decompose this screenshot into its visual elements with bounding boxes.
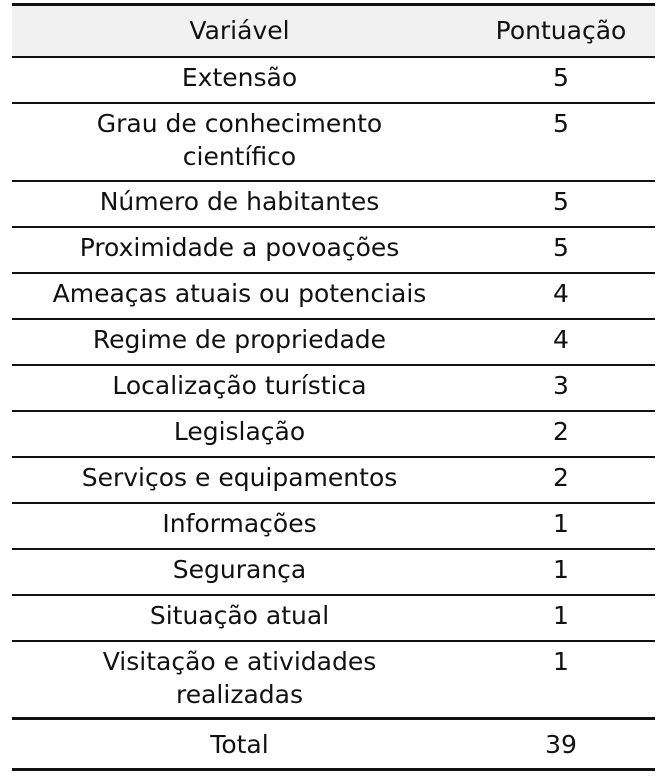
variable-text: Segurança (172, 554, 307, 584)
variable-text: Serviços e equipamentos (81, 462, 398, 492)
variable-text: Grau de conhecimento científico (96, 108, 383, 171)
table-row (12, 641, 655, 719)
cell-score: 5 (553, 108, 569, 138)
variable-text: Visitação e atividades realizadas (102, 646, 377, 709)
cell-score: 4 (553, 324, 569, 354)
cell-score: 1 (553, 646, 569, 676)
table-row (12, 181, 655, 227)
variable-text: Extensão (181, 62, 298, 92)
score-table-container (12, 3, 655, 771)
cell-score: 5 (553, 62, 569, 92)
total-score: 39 (545, 729, 577, 759)
cell-variable (12, 319, 467, 365)
variable-text: Regime de propriedade (92, 324, 387, 354)
table-row (12, 227, 655, 273)
variable-text: Informações (162, 508, 317, 538)
cell-variable (12, 227, 467, 273)
cell-variable (12, 181, 467, 227)
cell-score: 1 (553, 508, 569, 538)
cell-score: 1 (553, 600, 569, 630)
variable-text: Legislação (173, 416, 306, 446)
table-row (12, 365, 655, 411)
variable-text: Proximidade a povoações (79, 232, 400, 262)
total-row (12, 719, 655, 770)
header-score: Pontuação (467, 5, 655, 57)
table-row (12, 319, 655, 365)
variable-text: Número de habitantes (99, 186, 380, 216)
cell-score: 5 (553, 232, 569, 262)
cell-variable (12, 57, 467, 103)
table-row (12, 457, 655, 503)
table-row (12, 103, 655, 181)
cell-score: 1 (553, 554, 569, 584)
cell-variable (12, 457, 467, 503)
table-row (12, 273, 655, 319)
table-row (12, 595, 655, 641)
cell-variable (12, 411, 467, 457)
cell-score: 4 (553, 278, 569, 308)
table-body (12, 57, 655, 719)
cell-variable (12, 549, 467, 595)
table-row (12, 549, 655, 595)
table-row (12, 503, 655, 549)
cell-score: 2 (553, 416, 569, 446)
total-label: Total (210, 729, 269, 759)
cell-score: 3 (553, 370, 569, 400)
table-row (12, 57, 655, 103)
cell-variable (12, 641, 467, 719)
variable-text: Situação atual (149, 600, 330, 630)
table-header (12, 5, 655, 57)
header-row (12, 5, 655, 57)
variable-text: Localização turística (112, 370, 367, 400)
cell-variable (12, 273, 467, 319)
cell-score: 2 (553, 462, 569, 492)
cell-variable (12, 595, 467, 641)
cell-variable (12, 365, 467, 411)
score-table (12, 3, 655, 771)
cell-variable (12, 103, 467, 181)
header-variable: Variável (12, 5, 467, 57)
table-row (12, 411, 655, 457)
cell-score: 5 (553, 186, 569, 216)
table-footer (12, 719, 655, 770)
variable-text: Ameaças atuais ou potenciais (52, 278, 427, 308)
cell-variable (12, 503, 467, 549)
